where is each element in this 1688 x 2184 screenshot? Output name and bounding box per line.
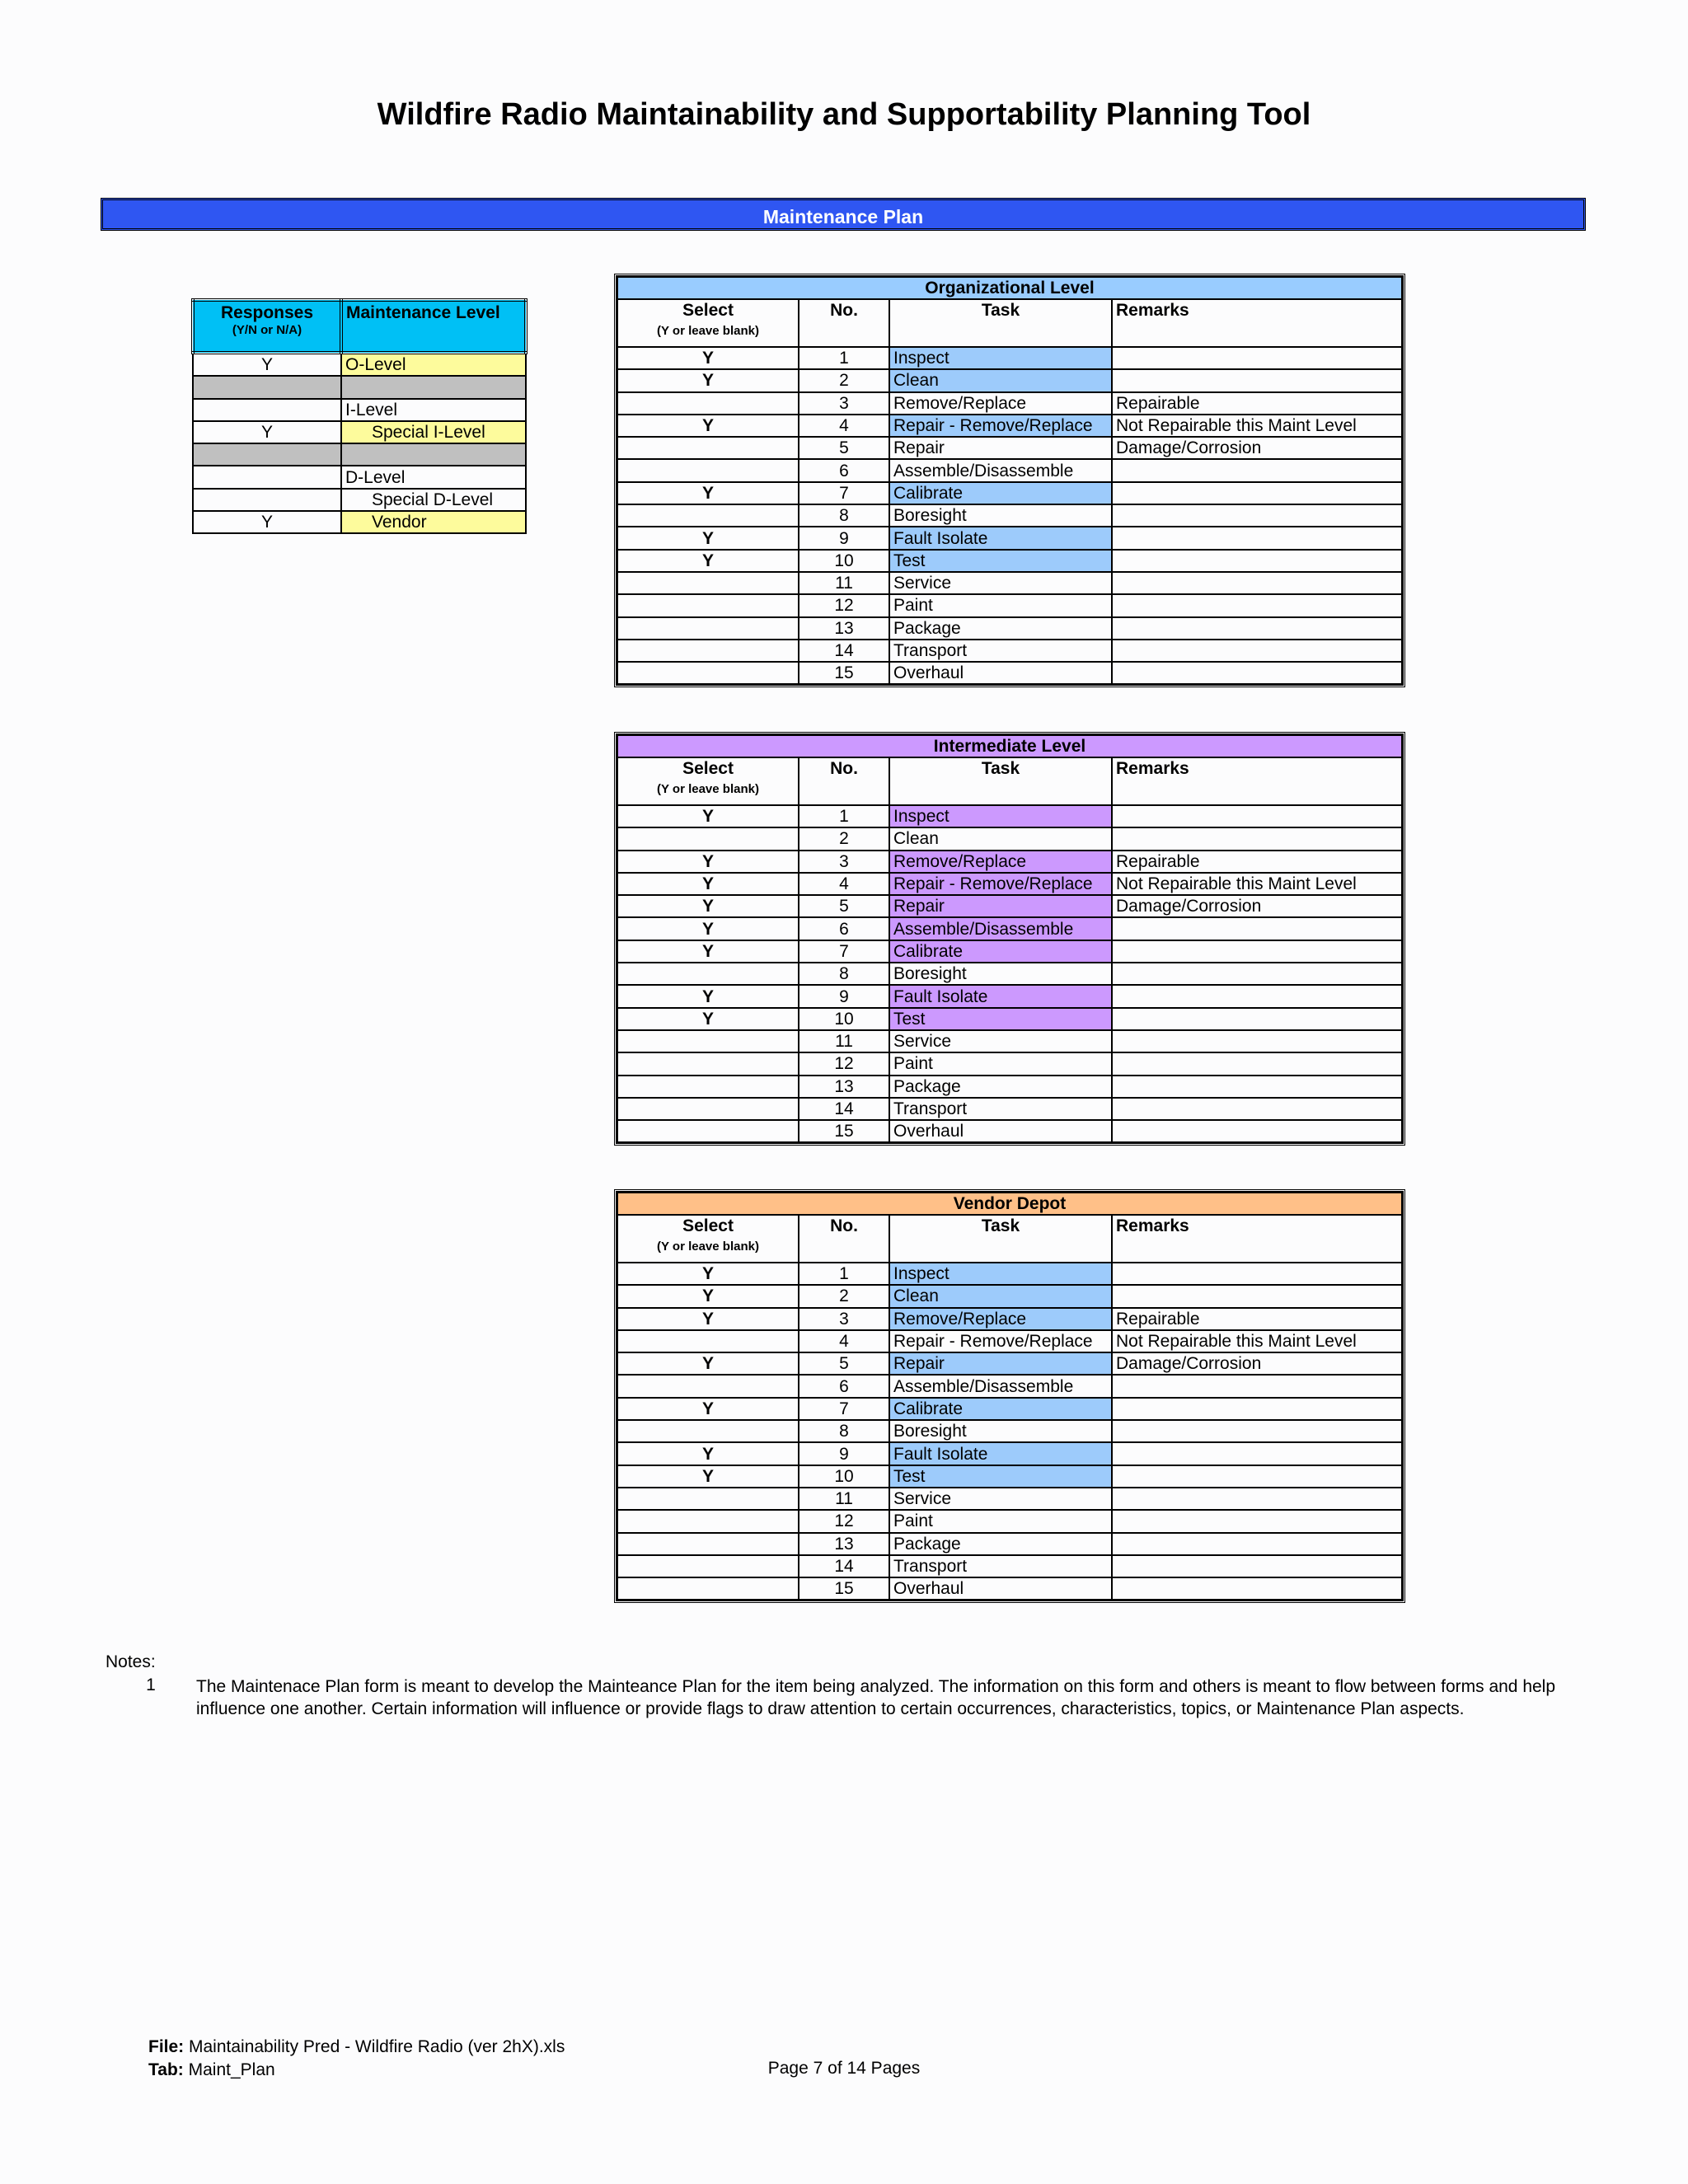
task-row	[617, 392, 1402, 415]
responses-row	[193, 399, 526, 421]
select-header-sub: (Y or leave blank)	[657, 782, 759, 796]
task-remarks	[1112, 1465, 1402, 1488]
task-remarks	[1112, 827, 1402, 850]
task-number: 7	[799, 1398, 889, 1420]
task-remarks	[1112, 504, 1402, 527]
select-cell[interactable]	[617, 1076, 799, 1098]
remarks-column-header: Remarks	[1112, 1215, 1402, 1263]
select-header-sub: (Y or leave blank)	[657, 324, 759, 338]
task-remarks	[1112, 1076, 1402, 1098]
note-item	[106, 1675, 1589, 1720]
task-remarks	[1112, 527, 1402, 549]
task-row	[617, 662, 1402, 684]
select-cell[interactable]: Y	[617, 1308, 799, 1330]
task-name: Repair - Remove/Replace	[889, 1330, 1112, 1352]
response-cell[interactable]	[193, 443, 341, 466]
task-row	[617, 895, 1402, 917]
task-row	[617, 459, 1402, 481]
task-row	[617, 347, 1402, 369]
maintenance-level-cell	[341, 443, 526, 466]
task-row	[617, 1120, 1402, 1142]
task-row	[617, 1510, 1402, 1532]
task-remarks: Repairable	[1112, 1308, 1402, 1330]
task-name: Service	[889, 1030, 1112, 1052]
notes-label: Notes:	[106, 1652, 156, 1671]
vendor-depot-level-table	[614, 1189, 1405, 1603]
select-cell[interactable]	[617, 1052, 799, 1075]
task-row	[617, 1375, 1402, 1397]
task-name: Package	[889, 1533, 1112, 1555]
response-cell[interactable]	[193, 399, 341, 421]
task-number: 1	[799, 347, 889, 369]
task-name: Overhaul	[889, 662, 1112, 684]
page-title: Wildfire Radio Maintainability and Supportability Planning Tool	[377, 97, 1311, 132]
task-name: Clean	[889, 369, 1112, 391]
level-title: Vendor Depot	[617, 1193, 1402, 1215]
level-title-row	[617, 735, 1402, 757]
task-row	[617, 415, 1402, 437]
task-name: Service	[889, 572, 1112, 594]
task-name: Package	[889, 617, 1112, 640]
task-number: 4	[799, 1330, 889, 1352]
select-cell[interactable]: Y	[617, 940, 799, 963]
task-name: Test	[889, 1008, 1112, 1030]
task-remarks	[1112, 459, 1402, 481]
select-cell[interactable]	[617, 662, 799, 684]
task-name: Inspect	[889, 1263, 1112, 1285]
select-cell[interactable]	[617, 1488, 799, 1510]
task-row	[617, 482, 1402, 504]
remarks-column-header: Remarks	[1112, 299, 1402, 347]
responses-row	[193, 466, 526, 488]
task-name: Fault Isolate	[889, 1442, 1112, 1465]
task-remarks: Not Repairable this Maint Level	[1112, 873, 1402, 895]
select-header-sub: (Y or leave blank)	[657, 1240, 759, 1254]
select-cell[interactable]: Y	[617, 482, 799, 504]
task-row	[617, 963, 1402, 985]
response-cell[interactable]: Y	[193, 353, 341, 376]
select-cell[interactable]: Y	[617, 1352, 799, 1375]
task-row	[617, 851, 1402, 873]
task-name: Overhaul	[889, 1577, 1112, 1600]
task-name: Transport	[889, 1555, 1112, 1577]
select-column-header	[617, 1215, 799, 1263]
task-name: Boresight	[889, 963, 1112, 985]
select-cell[interactable]: Y	[617, 550, 799, 572]
task-row	[617, 1052, 1402, 1075]
task-number: 4	[799, 415, 889, 437]
task-remarks	[1112, 1285, 1402, 1307]
task-name: Repair	[889, 437, 1112, 459]
column-header-row	[617, 1215, 1402, 1263]
task-name: Paint	[889, 1052, 1112, 1075]
task-row	[617, 1488, 1402, 1510]
task-remarks	[1112, 917, 1402, 940]
task-row	[617, 1352, 1402, 1375]
level-title-row	[617, 1193, 1402, 1215]
task-remarks: Damage/Corrosion	[1112, 1352, 1402, 1375]
maintenance-level-cell: Vendor	[341, 511, 526, 533]
select-cell[interactable]: Y	[617, 347, 799, 369]
task-number: 13	[799, 617, 889, 640]
task-row	[617, 1098, 1402, 1120]
task-number: 3	[799, 1308, 889, 1330]
task-row	[617, 1465, 1402, 1488]
task-name: Fault Isolate	[889, 985, 1112, 1007]
task-number: 15	[799, 1577, 889, 1600]
task-remarks	[1112, 1442, 1402, 1465]
task-remarks	[1112, 550, 1402, 572]
task-remarks: Damage/Corrosion	[1112, 895, 1402, 917]
task-number: 14	[799, 1098, 889, 1120]
task-row	[617, 1263, 1402, 1285]
responses-header-label: Responses	[220, 303, 314, 322]
task-number: 10	[799, 1465, 889, 1488]
task-name: Transport	[889, 640, 1112, 662]
select-cell[interactable]	[617, 1030, 799, 1052]
task-remarks	[1112, 662, 1402, 684]
task-row	[617, 1008, 1402, 1030]
task-number: 11	[799, 572, 889, 594]
task-name: Fault Isolate	[889, 527, 1112, 549]
task-number: 6	[799, 1375, 889, 1397]
select-cell[interactable]	[617, 1330, 799, 1352]
task-remarks	[1112, 1398, 1402, 1420]
task-number: 1	[799, 805, 889, 827]
select-cell[interactable]	[617, 617, 799, 640]
footer-file-value: Maintainability Pred - Wildfire Radio (ver 2hX).xls	[184, 2037, 565, 2056]
select-cell[interactable]: Y	[617, 1263, 799, 1285]
select-cell[interactable]: Y	[617, 917, 799, 940]
task-number: 12	[799, 1052, 889, 1075]
task-remarks	[1112, 985, 1402, 1007]
task-number: 12	[799, 594, 889, 616]
task-remarks	[1112, 1008, 1402, 1030]
task-name: Repair	[889, 1352, 1112, 1375]
select-cell[interactable]: Y	[617, 415, 799, 437]
remarks-column-header: Remarks	[1112, 757, 1402, 805]
response-cell[interactable]: Y	[193, 421, 341, 443]
task-remarks	[1112, 1533, 1402, 1555]
task-name: Paint	[889, 594, 1112, 616]
select-cell[interactable]	[617, 1098, 799, 1120]
maintenance-level-cell	[341, 376, 526, 398]
task-remarks	[1112, 1263, 1402, 1285]
level-title-row	[617, 277, 1402, 299]
responses-row	[193, 511, 526, 533]
select-cell[interactable]	[617, 392, 799, 415]
task-number: 7	[799, 940, 889, 963]
task-name: Calibrate	[889, 1398, 1112, 1420]
select-cell[interactable]	[617, 437, 799, 459]
task-name: Paint	[889, 1510, 1112, 1532]
task-remarks	[1112, 1098, 1402, 1120]
task-row	[617, 1030, 1402, 1052]
task-name: Assemble/Disassemble	[889, 1375, 1112, 1397]
select-cell[interactable]	[617, 459, 799, 481]
task-column-header: Task	[889, 1215, 1112, 1263]
task-number: 13	[799, 1533, 889, 1555]
task-number: 2	[799, 827, 889, 850]
task-name: Boresight	[889, 1420, 1112, 1442]
footer-tab-value: Maint_Plan	[183, 2060, 275, 2079]
task-row	[617, 504, 1402, 527]
maintenance-level-cell: O-Level	[341, 353, 526, 376]
task-row	[617, 985, 1402, 1007]
select-header-label: Select	[682, 759, 734, 778]
task-name: Assemble/Disassemble	[889, 917, 1112, 940]
task-remarks: Not Repairable this Maint Level	[1112, 1330, 1402, 1352]
task-number: 8	[799, 1420, 889, 1442]
select-cell[interactable]: Y	[617, 985, 799, 1007]
maintenance-level-cell: I-Level	[341, 399, 526, 421]
task-row	[617, 917, 1402, 940]
task-remarks	[1112, 1030, 1402, 1052]
task-name: Remove/Replace	[889, 392, 1112, 415]
section-banner: Maintenance Plan	[101, 198, 1586, 231]
task-name: Repair - Remove/Replace	[889, 415, 1112, 437]
responses-row	[193, 376, 526, 398]
response-cell[interactable]: Y	[193, 511, 341, 533]
task-name: Overhaul	[889, 1120, 1112, 1142]
select-cell[interactable]	[617, 963, 799, 985]
task-number: 2	[799, 1285, 889, 1307]
task-row	[617, 1577, 1402, 1600]
task-remarks: Not Repairable this Maint Level	[1112, 415, 1402, 437]
task-remarks	[1112, 940, 1402, 963]
no-column-header: No.	[799, 299, 889, 347]
task-number: 13	[799, 1076, 889, 1098]
select-cell[interactable]: Y	[617, 873, 799, 895]
task-remarks	[1112, 640, 1402, 662]
footer-file-label: File:	[148, 2037, 185, 2056]
task-row	[617, 617, 1402, 640]
select-cell[interactable]	[617, 594, 799, 616]
select-cell[interactable]	[617, 1533, 799, 1555]
task-number: 11	[799, 1030, 889, 1052]
task-remarks	[1112, 1120, 1402, 1142]
select-cell[interactable]: Y	[617, 1008, 799, 1030]
task-row	[617, 640, 1402, 662]
task-number: 15	[799, 1120, 889, 1142]
task-remarks	[1112, 1420, 1402, 1442]
task-number: 3	[799, 392, 889, 415]
task-name: Transport	[889, 1098, 1112, 1120]
maintenance-level-cell: Special D-Level	[341, 489, 526, 511]
footer-tab-label: Tab:	[148, 2060, 184, 2079]
select-cell[interactable]	[617, 1375, 799, 1397]
task-row	[617, 1533, 1402, 1555]
select-cell[interactable]	[617, 827, 799, 850]
maintenance-level-header: Maintenance Level	[341, 300, 526, 353]
task-row	[617, 805, 1402, 827]
select-cell[interactable]: Y	[617, 1442, 799, 1465]
task-name: Repair - Remove/Replace	[889, 873, 1112, 895]
task-number: 5	[799, 437, 889, 459]
responses-table	[191, 298, 528, 534]
task-name: Clean	[889, 1285, 1112, 1307]
select-cell[interactable]	[617, 1555, 799, 1577]
task-remarks	[1112, 1052, 1402, 1075]
select-column-header	[617, 757, 799, 805]
task-row	[617, 1330, 1402, 1352]
task-number: 9	[799, 1442, 889, 1465]
select-cell[interactable]: Y	[617, 805, 799, 827]
task-row	[617, 940, 1402, 963]
task-number: 5	[799, 1352, 889, 1375]
task-remarks	[1112, 482, 1402, 504]
task-number: 15	[799, 662, 889, 684]
task-name: Inspect	[889, 805, 1112, 827]
select-header-label: Select	[682, 1216, 734, 1235]
select-header-label: Select	[682, 301, 734, 320]
task-name: Test	[889, 1465, 1112, 1488]
task-row	[617, 369, 1402, 391]
task-number: 6	[799, 917, 889, 940]
task-row	[617, 1420, 1402, 1442]
task-name: Test	[889, 550, 1112, 572]
task-number: 9	[799, 985, 889, 1007]
column-header-row	[617, 299, 1402, 347]
task-row	[617, 827, 1402, 850]
no-column-header: No.	[799, 1215, 889, 1263]
responses-header	[193, 300, 341, 353]
task-number: 11	[799, 1488, 889, 1510]
responses-row	[193, 421, 526, 443]
task-number: 4	[799, 873, 889, 895]
task-number: 14	[799, 640, 889, 662]
select-column-header	[617, 299, 799, 347]
response-cell[interactable]	[193, 466, 341, 488]
task-column-header: Task	[889, 757, 1112, 805]
select-cell[interactable]	[617, 1577, 799, 1600]
task-row	[617, 572, 1402, 594]
responses-header-sub: (Y/N or N/A)	[232, 323, 302, 337]
task-row	[617, 1442, 1402, 1465]
select-cell[interactable]: Y	[617, 1465, 799, 1488]
intermediate-level-table	[614, 732, 1405, 1146]
task-name: Calibrate	[889, 940, 1112, 963]
task-number: 1	[799, 1263, 889, 1285]
task-remarks	[1112, 617, 1402, 640]
responses-row	[193, 443, 526, 466]
response-cell[interactable]	[193, 489, 341, 511]
select-cell[interactable]	[617, 1420, 799, 1442]
task-remarks	[1112, 594, 1402, 616]
task-number: 8	[799, 504, 889, 527]
select-cell[interactable]	[617, 1120, 799, 1142]
task-column-header: Task	[889, 299, 1112, 347]
task-row	[617, 594, 1402, 616]
task-number: 12	[799, 1510, 889, 1532]
task-row	[617, 873, 1402, 895]
select-cell[interactable]: Y	[617, 1285, 799, 1307]
task-number: 10	[799, 550, 889, 572]
responses-row	[193, 353, 526, 376]
note-text: The Maintenace Plan form is meant to develop the Mainteance Plan for the item being analyzed. The information on this form and others is meant to flow between forms and help influence one another. Certain information will influence or provide flags to draw attention to certain occurrences, characteristics, topics, or Maintenance Plan aspects.	[196, 1677, 1556, 1718]
task-name: Remove/Replace	[889, 1308, 1112, 1330]
task-remarks	[1112, 347, 1402, 369]
response-cell[interactable]	[193, 376, 341, 398]
task-number: 6	[799, 459, 889, 481]
no-column-header: No.	[799, 757, 889, 805]
task-remarks	[1112, 1488, 1402, 1510]
task-name: Remove/Replace	[889, 851, 1112, 873]
level-title: Organizational Level	[617, 277, 1402, 299]
task-name: Service	[889, 1488, 1112, 1510]
task-number: 5	[799, 895, 889, 917]
task-number: 10	[799, 1008, 889, 1030]
task-row	[617, 1285, 1402, 1307]
task-remarks	[1112, 369, 1402, 391]
task-name: Package	[889, 1076, 1112, 1098]
task-name: Boresight	[889, 504, 1112, 527]
select-cell[interactable]	[617, 572, 799, 594]
task-row	[617, 1555, 1402, 1577]
level-title: Intermediate Level	[617, 735, 1402, 757]
notes-section	[106, 1652, 1589, 1720]
select-cell[interactable]: Y	[617, 851, 799, 873]
task-remarks	[1112, 1510, 1402, 1532]
note-number: 1	[146, 1675, 156, 1694]
task-remarks	[1112, 1375, 1402, 1397]
task-name: Assemble/Disassemble	[889, 459, 1112, 481]
task-name: Calibrate	[889, 482, 1112, 504]
select-cell[interactable]: Y	[617, 1398, 799, 1420]
select-cell[interactable]: Y	[617, 527, 799, 549]
task-number: 3	[799, 851, 889, 873]
task-row	[617, 1308, 1402, 1330]
task-row	[617, 527, 1402, 549]
select-cell[interactable]	[617, 640, 799, 662]
task-name: Inspect	[889, 347, 1112, 369]
maintenance-level-cell: D-Level	[341, 466, 526, 488]
task-remarks	[1112, 805, 1402, 827]
responses-row	[193, 489, 526, 511]
task-number: 8	[799, 963, 889, 985]
task-number: 9	[799, 527, 889, 549]
task-row	[617, 550, 1402, 572]
task-remarks	[1112, 572, 1402, 594]
select-cell[interactable]: Y	[617, 369, 799, 391]
task-remarks	[1112, 1577, 1402, 1600]
maintenance-level-cell: Special I-Level	[341, 421, 526, 443]
task-row	[617, 437, 1402, 459]
task-remarks	[1112, 1555, 1402, 1577]
task-row	[617, 1076, 1402, 1098]
footer-file	[148, 2036, 565, 2059]
task-number: 14	[799, 1555, 889, 1577]
page-number: Page 7 of 14 Pages	[767, 2059, 921, 2078]
task-number: 2	[799, 369, 889, 391]
select-cell[interactable]	[617, 504, 799, 527]
task-name: Clean	[889, 827, 1112, 850]
task-remarks: Damage/Corrosion	[1112, 437, 1402, 459]
task-remarks: Repairable	[1112, 851, 1402, 873]
select-cell[interactable]: Y	[617, 895, 799, 917]
task-name: Repair	[889, 895, 1112, 917]
organizational-level-table	[614, 274, 1405, 687]
task-remarks	[1112, 963, 1402, 985]
task-row	[617, 1398, 1402, 1420]
task-remarks: Repairable	[1112, 392, 1402, 415]
task-number: 7	[799, 482, 889, 504]
select-cell[interactable]	[617, 1510, 799, 1532]
column-header-row	[617, 757, 1402, 805]
